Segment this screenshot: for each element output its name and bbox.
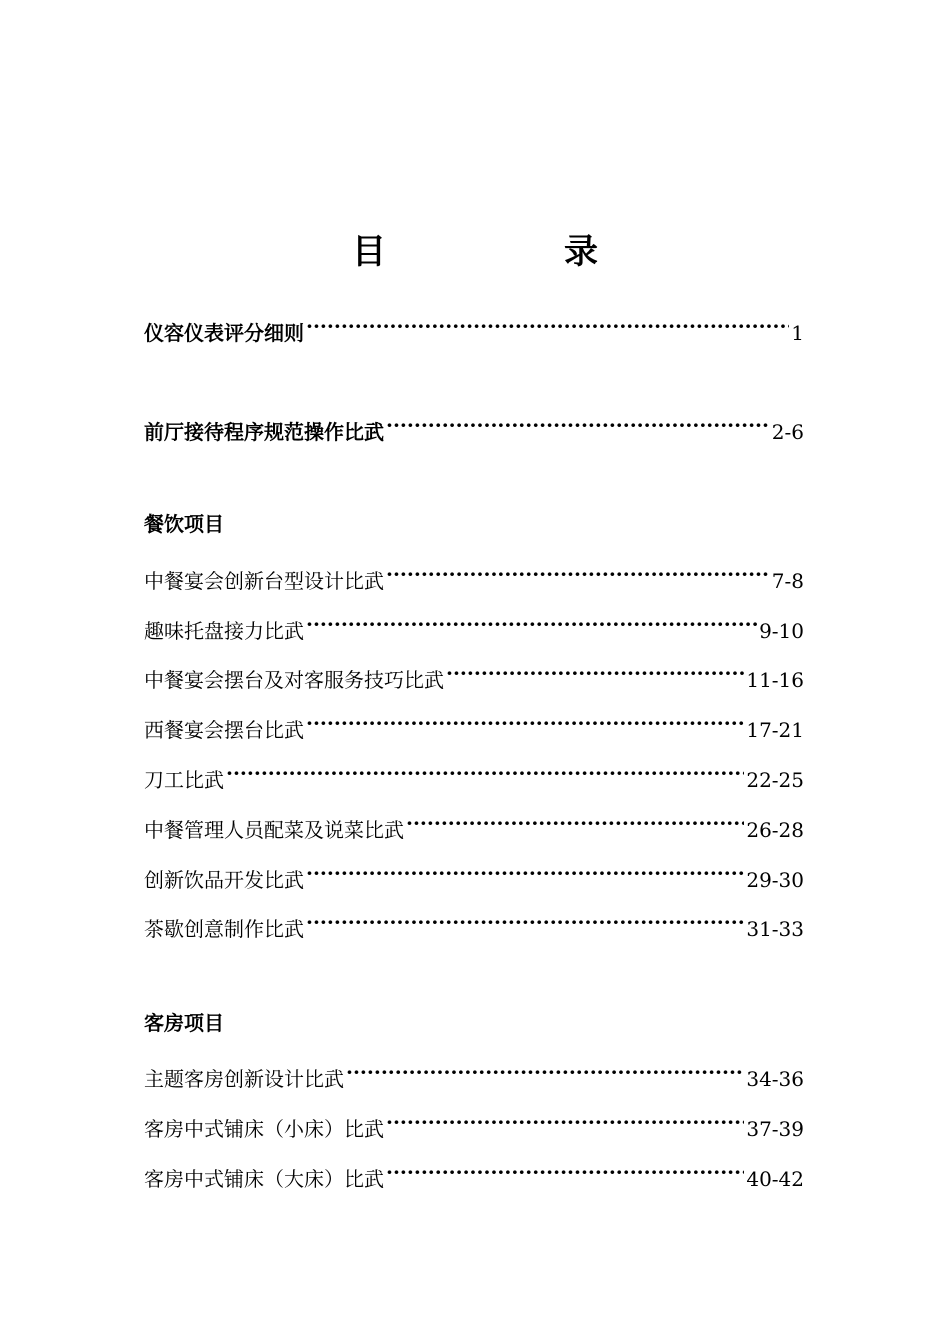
toc-entry-page: 40-42 [746,1167,804,1191]
toc-entry-page: 2-6 [771,420,804,444]
toc-entry-title: 仪容仪表评分细则 [144,321,304,345]
toc-entry-page: 22-25 [746,768,804,792]
toc-entry-title: 茶歇创意制作比武 [144,917,304,941]
toc-entry[interactable] [144,1158,804,1193]
toc-entry[interactable] [144,859,804,894]
toc-entry[interactable] [144,809,804,844]
toc-entry-title: 中餐管理人员配菜及说菜比武 [144,818,404,842]
toc-entry[interactable] [144,1108,804,1143]
toc-dot-leader [386,1108,744,1136]
toc-entry[interactable] [144,908,804,943]
toc-entry-title: 前厅接待程序规范操作比武 [144,420,384,444]
toc-entry-title: 西餐宴会摆台比武 [144,718,304,742]
toc-entry-page: 7-8 [771,569,804,593]
toc-dot-leader [306,908,744,936]
toc-entry-page: 9-10 [759,619,804,643]
toc-entry-title: 客房中式铺床（大床）比武 [144,1167,384,1191]
toc-entry-page: 29-30 [746,868,804,892]
toc-entry[interactable] [144,560,804,595]
toc-dot-leader [386,411,770,439]
toc-dot-leader [446,659,744,687]
toc-entry[interactable] [144,1058,804,1093]
toc-entry-page: 11-16 [746,668,804,692]
toc-dot-leader [386,1158,744,1186]
toc-entry-page: 37-39 [746,1117,804,1141]
toc-entry[interactable] [144,610,804,645]
toc-entry-page: 34-36 [746,1067,804,1091]
toc-entry-title: 刀工比武 [144,768,224,792]
toc-entry-title: 客房中式铺床（小床）比武 [144,1117,384,1141]
toc-dot-leader [226,759,744,787]
toc-entry-title: 趣味托盘接力比武 [144,619,304,643]
toc-entry-page: 1 [791,321,804,345]
toc-entry-title: 主题客房创新设计比武 [144,1067,344,1091]
toc-dot-leader [306,312,789,340]
toc-entry[interactable] [144,759,804,794]
toc-dot-leader [346,1058,744,1086]
toc-entry[interactable] [144,659,804,694]
toc-entry-title: 中餐宴会创新台型设计比武 [144,569,384,593]
toc-dot-leader [306,610,757,638]
toc-entry[interactable] [144,411,804,446]
toc-entry-page: 31-33 [746,917,804,941]
toc-entry-title: 创新饮品开发比武 [144,868,304,892]
toc-entry-page: 17-21 [746,718,804,742]
toc-entry-title: 中餐宴会摆台及对客服务技巧比武 [144,668,444,692]
toc-dot-leader [306,859,744,887]
toc-entry[interactable] [144,709,804,744]
page-title: 目 录 [352,232,670,272]
section-heading: 客房项目 [144,1011,224,1035]
toc-entry-page: 26-28 [746,818,804,842]
section-heading: 餐饮项目 [144,512,224,536]
toc-dot-leader [386,560,770,588]
toc-dot-leader [306,709,744,737]
toc-entry[interactable] [144,312,804,347]
toc-dot-leader [406,809,744,837]
